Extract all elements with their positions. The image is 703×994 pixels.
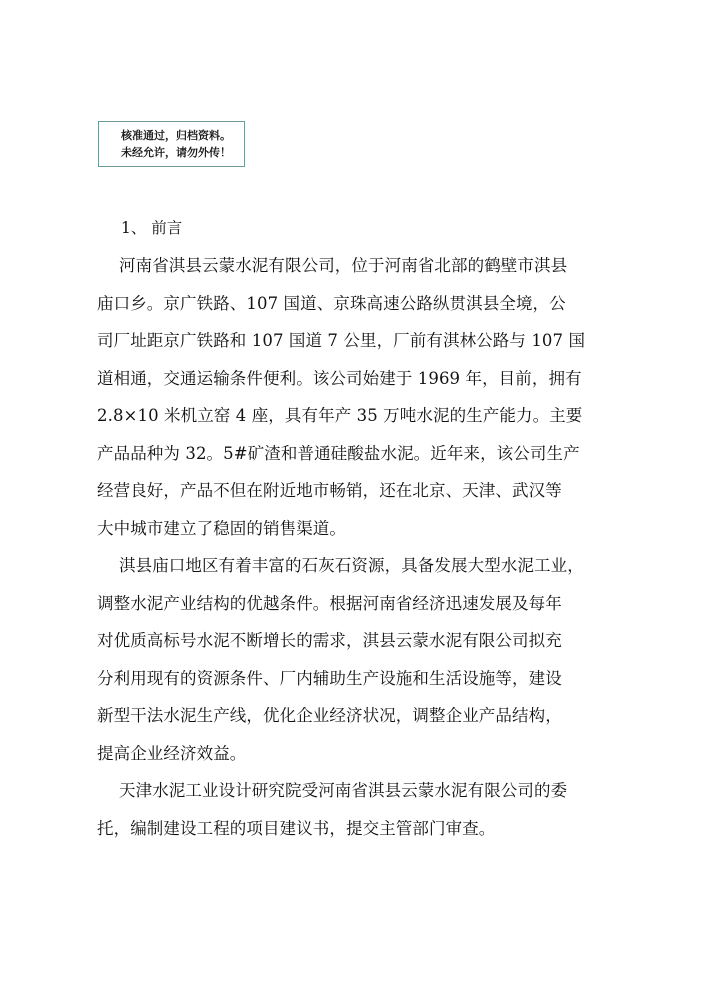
paragraph-line: 庙口乡。京广铁路、107 国道、京珠高速公路纵贯淇县全境，公 [97, 293, 566, 313]
paragraph-line: 调整水泥产业结构的优越条件。根据河南省经济迅速发展及每年 [97, 593, 562, 613]
stamp-line-approved: 核准通过，归档资料。 [121, 129, 231, 142]
section-heading: 1、 前言 [121, 219, 183, 237]
paragraph-line: 天津水泥工业设计研究院受河南省淇县云蒙水泥有限公司的委 [119, 781, 568, 800]
document-body [97, 210, 617, 847]
paragraph-line: 道相通，交通运输条件便利。该公司始建于 1969 年，目前，拥有 [97, 368, 582, 388]
paragraph-line: 司厂址距京广铁路和 107 国道 7 公里，厂前有淇林公路与 107 国 [97, 331, 586, 350]
paragraph-resources [97, 547, 617, 772]
paragraph-line: 托，编制建设工程的项目建议书，提交主管部门审查。 [97, 818, 496, 838]
paragraph-line: 提高企业经济效益。 [97, 743, 247, 763]
paragraph-line: 经营良好，产品不但在附近地市畅销，还在北京、天津、武汉等 [97, 481, 562, 500]
paragraph-line: 新型干法水泥生产线，优化企业经济状况，调整企业产品结构， [97, 706, 562, 725]
paragraph-company-intro [97, 247, 617, 547]
paragraph-line: 淇县庙口地区有着丰富的石灰石资源，具备发展大型水泥工业， [119, 556, 584, 575]
approval-stamp [98, 121, 245, 167]
paragraph-line: 对优质高标号水泥不断增长的需求，淇县云蒙水泥有限公司拟充 [97, 631, 562, 650]
paragraph-line: 产品品种为 32。5#矿渣和普通硅酸盐水泥。近年来，该公司生产 [97, 443, 580, 463]
paragraph-line: 分利用现有的资源条件、厂内辅助生产设施和生活设施等，建设 [97, 668, 562, 688]
paragraph-commission [97, 772, 617, 847]
paragraph-line: 河南省淇县云蒙水泥有限公司，位于河南省北部的鹤壁市淇县 [119, 256, 568, 275]
paragraph-line: 大中城市建立了稳固的销售渠道。 [97, 518, 346, 538]
stamp-line-confidential: 未经允许，请勿外传！ [121, 146, 231, 159]
paragraph-line: 2.8×10 米机立窑 4 座，具有年产 35 万吨水泥的生产能力。主要 [97, 406, 583, 425]
